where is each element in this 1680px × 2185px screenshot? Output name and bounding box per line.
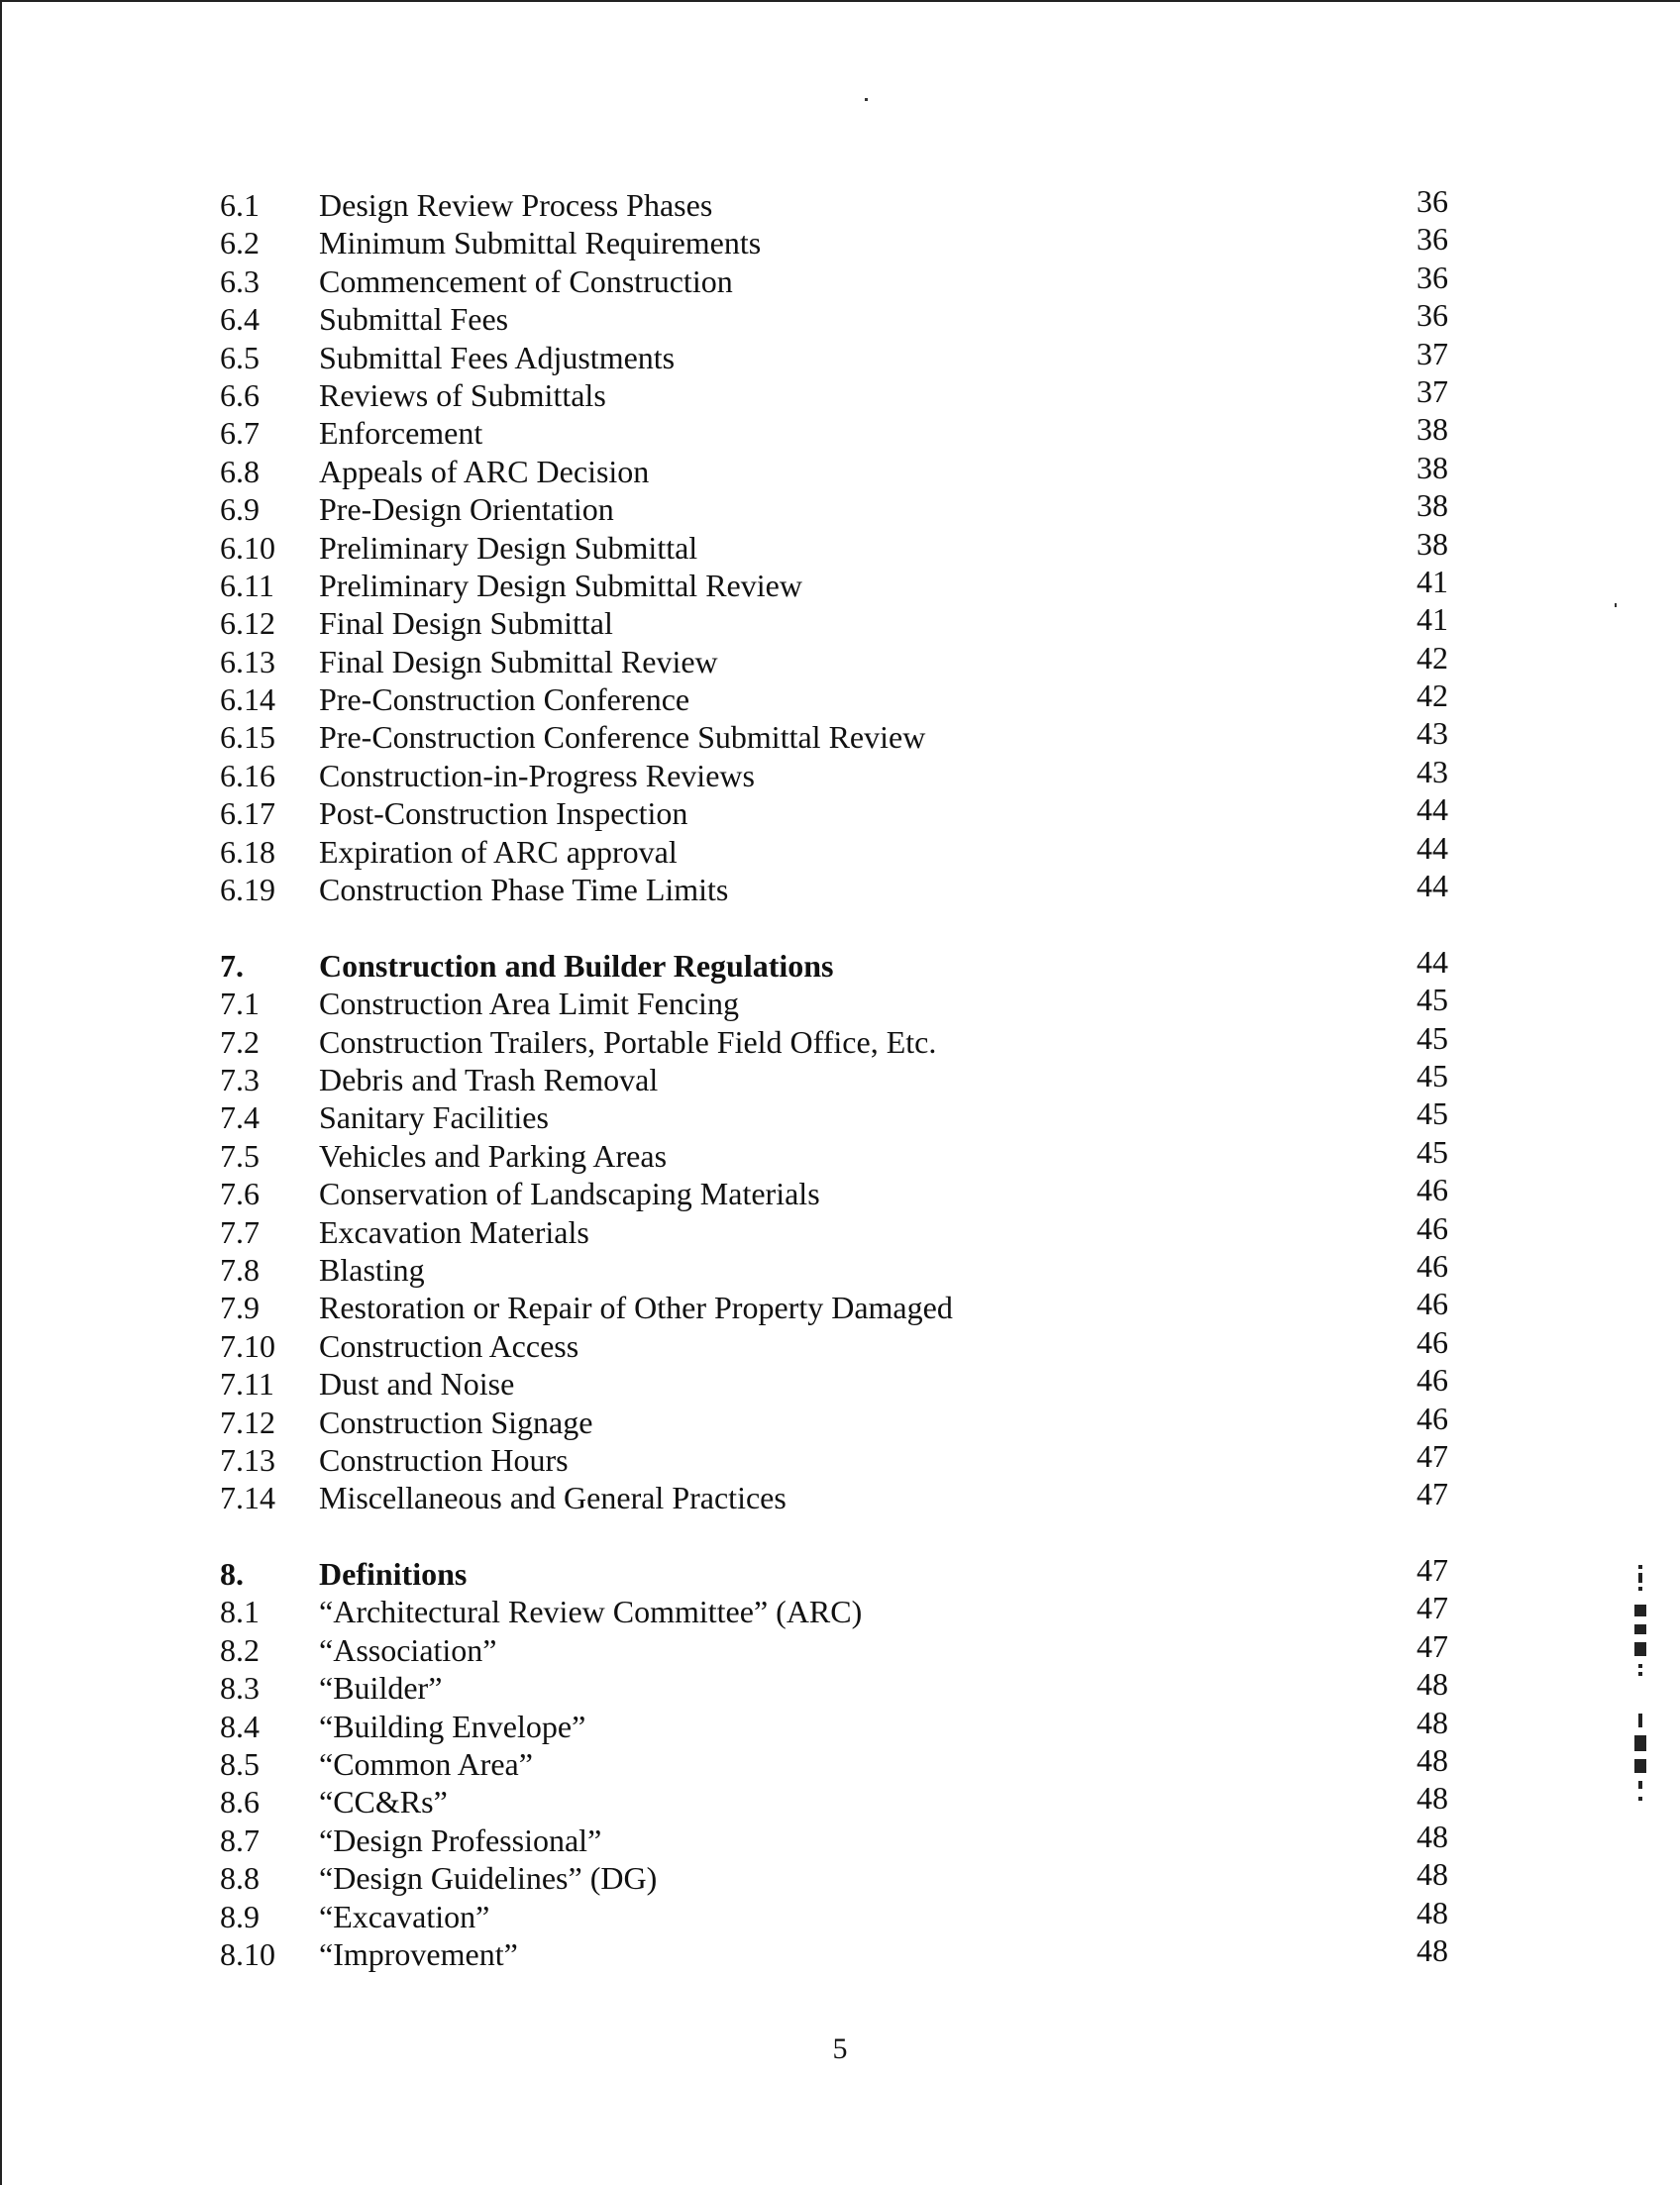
toc-row [220,372,1448,414]
toc-entry-title: Restoration or Repair of Other Property Damaged [319,1290,953,1326]
toc-entry-title: Preliminary Design Submittal Review [319,567,802,603]
toc-row [220,525,1448,567]
toc-entry-title: Excavation Materials [319,1213,589,1250]
toc-row [220,982,1448,1022]
toc-entry-number: 8.5 [220,1746,260,1783]
toc-row [220,677,1448,718]
toc-entry-title: “Common Area” [319,1746,533,1783]
toc-entry-number: 6.6 [220,376,260,413]
toc-entry-page: 42 [1417,639,1448,676]
toc-entry-title: Sanitary Facilities [319,1099,549,1136]
toc-row [220,1476,1448,1516]
toc-entry-title: “Excavation” [319,1898,490,1934]
toc-entry-title: Construction Phase Time Limits [319,872,729,908]
toc-entry-number: 7.7 [220,1213,260,1250]
toc-entry-page: 42 [1417,677,1448,714]
toc-entry-title: Pre-Design Orientation [319,491,614,528]
toc-entry-number: 6.13 [220,643,275,679]
toc-entry-page: 46 [1417,1323,1448,1360]
toc-row [220,1286,1448,1326]
toc-entry-title: Conservation of Landscaping Materials [319,1176,820,1212]
toc-entry-title: “Improvement” [319,1935,518,1972]
toc-row [220,1856,1448,1897]
toc-entry-title: Construction-in-Progress Reviews [319,757,755,793]
toc-entry-page: 46 [1417,1172,1448,1208]
toc-entry-title: Pre-Construction Conference Submittal Review [319,719,926,756]
toc-entry-title: Construction Area Limit Fencing [319,986,739,1022]
toc-entry-page: 48 [1417,1931,1448,1968]
toc-entry-number: 6.17 [220,795,275,832]
toc-entry-page: 45 [1417,1133,1448,1170]
toc-row [220,1247,1448,1289]
toc-row [220,1057,1448,1098]
toc-entry-title: “Building Envelope” [319,1708,586,1744]
toc-entry-page: 47 [1417,1476,1448,1512]
toc-entry-page: 48 [1417,1742,1448,1779]
toc-entry-number: 6.4 [220,301,260,338]
toc-entry-title: Pre-Construction Conference [319,681,690,718]
toc-entry-page: 46 [1417,1209,1448,1246]
toc-row [220,1019,1448,1061]
toc-entry-title: Expiration of ARC approval [319,833,678,870]
toc-row [220,753,1448,794]
toc-entry-page: 44 [1417,791,1448,828]
toc-entry-page: 48 [1417,1818,1448,1854]
toc-entry-number: 6.18 [220,833,275,870]
toc-entry-title: Final Design Submittal [319,605,613,642]
toc-entry-page: 46 [1417,1362,1448,1399]
toc-entry-number: 7.1 [220,986,260,1022]
toc-entry-number: 6.1 [220,187,260,223]
toc-entry-page: 41 [1417,563,1448,599]
toc-entry-number: 6.12 [220,605,275,642]
toc-entry-title: Construction Trailers, Portable Field Office, Etc. [319,1023,937,1060]
toc-entry-number: 6.9 [220,491,260,528]
toc-entry-page: 38 [1417,449,1448,485]
toc-entry-page: 48 [1417,1780,1448,1817]
toc-row [220,449,1448,490]
toc-row [220,1780,1448,1821]
toc-entry-number: 6.19 [220,872,275,908]
toc-entry-title: Miscellaneous and General Practices [319,1480,787,1516]
toc-entry-page: 37 [1417,372,1448,409]
toc-row [220,1931,1448,1973]
toc-row [220,1894,1448,1935]
toc-entry-title: “CC&Rs” [319,1784,448,1821]
toc-entry-page: 44 [1417,943,1448,980]
toc-entry-number: 8.2 [220,1631,260,1668]
toc-entry-number: 6.15 [220,719,275,756]
toc-row [220,1172,1448,1212]
toc-row [220,1666,1448,1707]
toc-entry-number: 8.9 [220,1898,260,1934]
toc-row [220,1095,1448,1136]
table-of-contents [220,183,1448,2012]
toc-row [220,411,1448,452]
toc-entry-page: 44 [1417,829,1448,866]
toc-entry-number: 7.12 [220,1404,275,1440]
toc-entry-page: 44 [1417,868,1448,904]
toc-row [220,601,1448,642]
toc-entry-number: 6.5 [220,339,260,375]
toc-section [220,943,1448,1517]
toc-row [220,221,1448,261]
toc-row [220,1437,1448,1479]
toc-entry-number: 7.11 [220,1366,274,1403]
toc-entry-number: 8.7 [220,1821,260,1858]
toc-entry-number: 7.8 [220,1251,260,1288]
toc-entry-page: 45 [1417,1057,1448,1093]
toc-entry-number: 6.3 [220,262,260,299]
toc-entry-page: 38 [1417,525,1448,562]
toc-entry-page: 43 [1417,715,1448,752]
toc-entry-title: Submittal Fees [319,301,509,338]
toc-entry-title: Debris and Trash Removal [319,1061,659,1097]
toc-row [220,1209,1448,1251]
toc-entry-title: Blasting [319,1251,425,1288]
toc-row [220,1818,1448,1859]
toc-entry-number: 7.2 [220,1023,260,1060]
toc-entry-number: 6.8 [220,453,260,489]
toc-entry-number: 7. [220,947,244,984]
toc-entry-title: Design Review Process Phases [319,187,713,223]
toc-row [220,1704,1448,1745]
toc-entry-page: 38 [1417,487,1448,524]
toc-entry-number: 7.13 [220,1441,275,1478]
toc-entry-title: Final Design Submittal Review [319,643,718,679]
toc-entry-title: Construction and Builder Regulations [319,947,834,984]
toc-entry-title: Dust and Noise [319,1366,515,1403]
toc-entry-title: Submittal Fees Adjustments [319,339,676,375]
toc-row [220,183,1448,224]
toc-entry-page: 41 [1417,601,1448,638]
toc-entry-page: 48 [1417,1666,1448,1703]
toc-entry-number: 6.11 [220,567,274,603]
toc-row [220,1742,1448,1783]
toc-row [220,829,1448,871]
toc-row [220,1323,1448,1365]
toc-entry-page: 38 [1417,411,1448,448]
toc-entry-number: 7.4 [220,1099,260,1136]
toc-entry-page: 47 [1417,1590,1448,1626]
toc-entry-page: 47 [1417,1437,1448,1474]
toc-entry-page: 36 [1417,259,1448,295]
toc-entry-title: “Design Guidelines” (DG) [319,1860,658,1897]
toc-entry-page: 46 [1417,1400,1448,1436]
toc-row [220,1590,1448,1630]
toc-entry-number: 6.7 [220,415,260,452]
toc-entry-page: 36 [1417,297,1448,334]
toc-heading-row [220,943,1448,985]
toc-entry-number: 8.3 [220,1670,260,1707]
toc-entry-title: Definitions [319,1556,468,1593]
toc-row [220,297,1448,338]
toc-entry-number: 8. [220,1556,244,1593]
toc-row [220,1133,1448,1175]
toc-entry-page: 43 [1417,753,1448,789]
toc-entry-page: 45 [1417,1095,1448,1132]
scan-speck [865,98,868,101]
toc-entry-title: Preliminary Design Submittal [319,529,698,566]
scan-speck [1615,603,1617,607]
toc-entry-page: 45 [1417,982,1448,1018]
toc-entry-number: 8.1 [220,1594,260,1630]
toc-entry-page: 46 [1417,1247,1448,1284]
toc-row [220,487,1448,528]
toc-entry-title: Construction Signage [319,1404,593,1440]
toc-entry-title: Appeals of ARC Decision [319,453,650,489]
toc-section [220,1552,1448,1973]
toc-entry-number: 7.5 [220,1137,260,1174]
toc-entry-number: 7.9 [220,1290,260,1326]
toc-entry-number: 7.10 [220,1327,275,1364]
toc-section [220,183,1448,908]
toc-entry-number: 6.16 [220,757,275,793]
toc-entry-title: Minimum Submittal Requirements [319,225,762,261]
toc-entry-title: Construction Hours [319,1441,569,1478]
toc-entry-number: 6.10 [220,529,275,566]
toc-entry-title: Commencement of Construction [319,262,733,299]
toc-entry-number: 8.4 [220,1708,260,1744]
toc-row [220,335,1448,376]
toc-entry-number: 6.2 [220,225,260,261]
toc-entry-number: 7.3 [220,1061,260,1097]
toc-entry-page: 36 [1417,183,1448,219]
toc-entry-title: “Architectural Review Committee” (ARC) [319,1594,863,1630]
toc-row [220,1400,1448,1441]
toc-entry-number: 7.14 [220,1480,275,1516]
toc-row [220,1362,1448,1403]
bates-stamp-mark [1623,1565,1662,1902]
toc-row [220,791,1448,832]
toc-row [220,259,1448,300]
toc-row [220,563,1448,604]
toc-row [220,715,1448,756]
toc-row [220,1627,1448,1669]
toc-heading-row [220,1552,1448,1593]
toc-entry-page: 47 [1417,1627,1448,1664]
toc-entry-title: Reviews of Submittals [319,376,606,413]
toc-entry-page: 48 [1417,1704,1448,1740]
toc-entry-page: 46 [1417,1286,1448,1322]
page-number: 5 [832,2032,848,2065]
toc-entry-title: Vehicles and Parking Areas [319,1137,668,1174]
toc-entry-page: 48 [1417,1856,1448,1893]
toc-entry-title: “Builder” [319,1670,443,1707]
toc-entry-number: 8.10 [220,1935,275,1972]
toc-row [220,868,1448,908]
toc-entry-title: “Design Professional” [319,1821,602,1858]
toc-entry-page: 36 [1417,221,1448,258]
toc-entry-page: 45 [1417,1019,1448,1056]
toc-entry-title: Construction Access [319,1327,579,1364]
toc-entry-number: 8.6 [220,1784,260,1821]
toc-entry-title: “Association” [319,1631,497,1668]
toc-entry-page: 37 [1417,335,1448,371]
toc-entry-title: Enforcement [319,415,483,452]
toc-entry-number: 6.14 [220,681,275,718]
toc-entry-title: Post-Construction Inspection [319,795,688,832]
toc-row [220,639,1448,680]
toc-entry-number: 7.6 [220,1176,260,1212]
toc-entry-page: 48 [1417,1894,1448,1930]
toc-entry-number: 8.8 [220,1860,260,1897]
toc-entry-page: 47 [1417,1552,1448,1589]
